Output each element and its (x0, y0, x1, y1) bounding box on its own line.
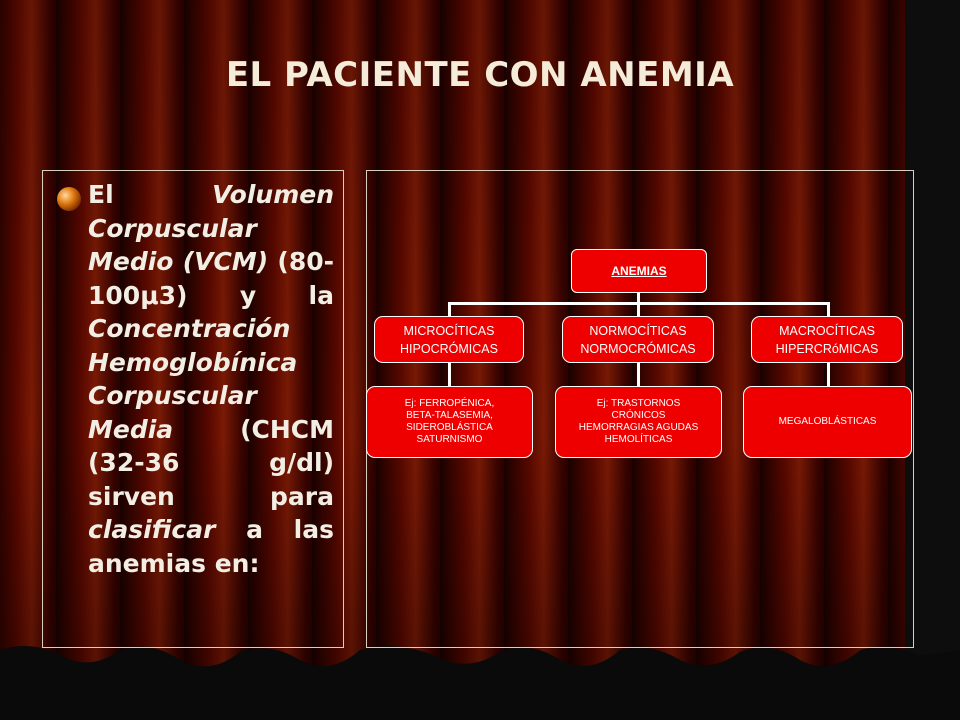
bullet-icon (55, 185, 85, 215)
word: anemias en: (88, 548, 260, 578)
word: El (88, 180, 114, 209)
word: y la (239, 280, 334, 310)
word: para (270, 481, 334, 511)
node-label: MICROCÍTICAS (403, 323, 495, 338)
node-label: HIPERCRóMICAS (775, 341, 879, 356)
classification-paragraph (88, 178, 334, 580)
word: clasificar (88, 515, 216, 544)
node-label: NORMOCÍTICAS (589, 323, 687, 338)
word: Media (88, 414, 174, 444)
word: Hemoglobínica (88, 347, 298, 377)
node-label: CRÓNICOS (611, 410, 666, 421)
word: Corpuscular (88, 213, 257, 243)
word: Volumen (212, 180, 334, 209)
word: a las (246, 515, 334, 544)
node-examples-microciticas (366, 386, 533, 458)
node-examples-normociticas (555, 386, 722, 458)
node-label: MACROCÍTICAS (779, 323, 875, 338)
node-microciticas (374, 316, 524, 363)
connector-line (637, 363, 640, 387)
word: μ3) (140, 280, 188, 310)
connector-line (827, 363, 830, 387)
node-label: SATURNISMO (416, 434, 483, 445)
slide-title: EL PACIENTE CON ANEMIA (225, 55, 735, 95)
word: (CHCM (240, 414, 334, 444)
node-normociticas (562, 316, 714, 363)
diagram-root-node (571, 249, 707, 293)
word: Concentración (88, 314, 291, 343)
connector-line (448, 363, 451, 387)
word: Corpuscular (88, 381, 257, 410)
node-label: Ej: TRASTORNOS (596, 398, 681, 409)
node-label: ANEMIAS (611, 264, 667, 278)
word: (80-100 (88, 247, 334, 310)
word: (32-36 (88, 448, 180, 477)
node-label: HEMOLÍTICAS (604, 434, 673, 445)
word: Medio (88, 247, 174, 276)
node-examples-macrociticas (743, 386, 912, 458)
node-macrociticas (751, 316, 903, 363)
word: (VCM) (182, 247, 269, 276)
node-label: HEMORRAGIAS AGUDAS (578, 422, 699, 433)
node-label: SIDEROBLÁSTICA (406, 422, 493, 433)
node-label: BETA-TALASEMIA, (406, 410, 493, 421)
node-label: Ej: FERROPÉNICA, (404, 398, 495, 409)
word: sirven (88, 481, 175, 511)
word: g/dl) (269, 448, 334, 477)
node-label: HIPOCRÓMICAS (400, 341, 498, 356)
node-label: NORMOCRÓMICAS (580, 341, 696, 356)
node-label: MEGALOBLÁSTICAS (778, 416, 877, 427)
